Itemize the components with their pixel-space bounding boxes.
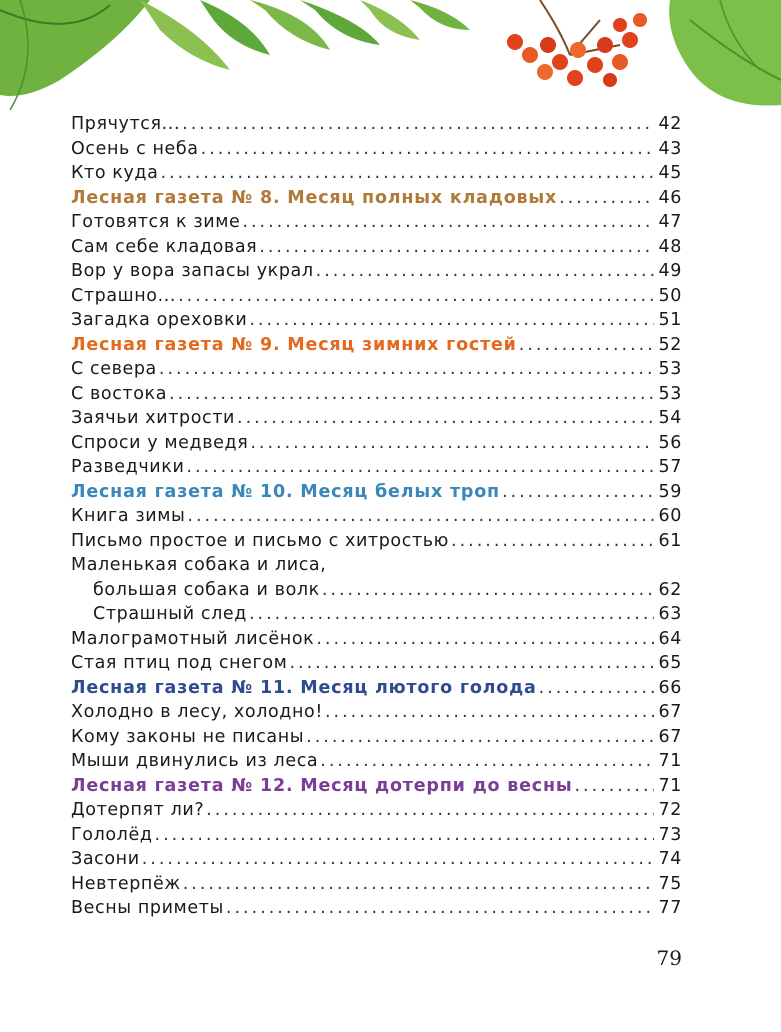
toc-entry-title: Засони (71, 849, 140, 869)
toc-entry-title: Гололёд (71, 824, 153, 845)
toc-entry-row (71, 798, 682, 823)
dot-leader (142, 847, 654, 872)
toc-section-title: Лесная газета № 11. Месяц лютого голода (71, 677, 537, 698)
toc-entry-title: Заячьи хитрости (71, 408, 235, 428)
toc-page-number: 71 (658, 751, 682, 771)
toc-entry-row (71, 284, 682, 309)
toc-page-number: 73 (658, 824, 682, 845)
toc-entry-row (71, 627, 682, 652)
dot-leader (183, 872, 654, 897)
dot-leader (316, 259, 654, 284)
toc-entry-row (71, 896, 682, 921)
leaf-icon (669, 0, 781, 106)
dot-leader (182, 112, 654, 137)
dot-leader (249, 308, 654, 333)
toc-page-number: 72 (658, 800, 682, 820)
toc-entry-row (71, 578, 682, 603)
toc-entry-title: Вор у вора запасы украл (71, 261, 314, 281)
toc-page-number: 56 (658, 432, 682, 453)
toc-page-number: 43 (658, 138, 682, 159)
toc-page-number: 65 (658, 653, 682, 673)
toc-page-number: 54 (658, 408, 682, 428)
toc-section-row (71, 186, 682, 211)
dot-leader (249, 602, 654, 627)
toc-page-number: 42 (658, 114, 682, 134)
toc-page-number: 67 (658, 726, 682, 747)
toc-page-number: 67 (658, 702, 682, 722)
toc-entry-title: С севера (71, 359, 157, 379)
toc-page-number: 53 (658, 359, 682, 379)
toc-entry-row (71, 455, 682, 480)
toc-entry-row (71, 235, 682, 260)
toc-section-title: Лесная газета № 8. Месяц полных кладовых (71, 187, 558, 208)
dot-leader (502, 480, 654, 505)
dot-leader (250, 431, 654, 456)
toc-entry-row (71, 431, 682, 456)
dot-leader (322, 578, 654, 603)
toc-page-number: 49 (658, 261, 682, 281)
toc-entry-row (71, 137, 682, 162)
dot-leader (451, 529, 654, 554)
leaf-icon (140, 0, 470, 70)
dot-leader (559, 186, 654, 211)
dot-leader (160, 161, 654, 186)
toc-entry-title: Невтерпёж (71, 873, 181, 894)
dot-leader (574, 774, 654, 799)
toc-page-number: 74 (658, 849, 682, 869)
toc-page-number: 75 (658, 873, 682, 894)
page-number: 79 (656, 946, 682, 970)
toc-page-number: 60 (658, 506, 682, 526)
dot-leader (316, 627, 654, 652)
dot-leader (519, 333, 654, 358)
dot-leader (178, 284, 654, 309)
toc-entry-title: Книга зимы (71, 506, 186, 526)
dot-leader (306, 725, 654, 750)
foliage-decoration (0, 0, 781, 110)
toc-entry-title: Кто куда (71, 163, 159, 183)
toc-section-row (71, 480, 682, 505)
rowan-berries-icon (507, 0, 647, 87)
toc-entry-title: Малограмотный лисёнок (71, 628, 315, 649)
toc-page-number: 57 (658, 457, 682, 477)
dot-leader (169, 382, 654, 407)
dot-leader (259, 235, 654, 260)
dot-leader (325, 700, 654, 725)
toc-entry-row (71, 847, 682, 872)
toc-page-number: 66 (658, 677, 682, 698)
toc-entry-title: Мыши двинулись из леса (71, 751, 319, 771)
toc-entry-title: С востока (71, 383, 168, 404)
toc-section-title: Лесная газета № 10. Месяц белых троп (71, 481, 500, 502)
toc-page-number: 47 (658, 212, 682, 232)
toc-entry-row (71, 749, 682, 774)
dot-leader (155, 823, 654, 848)
dot-leader (187, 504, 654, 529)
toc-entry-row (71, 504, 682, 529)
toc-entry-title: Сам себе кладовая (71, 236, 258, 257)
dot-leader (159, 357, 654, 382)
toc-entry-row (71, 210, 682, 235)
toc-entry-title: Маленькая собака и лиса, (71, 555, 327, 575)
toc-entry-row (71, 602, 682, 627)
toc-page-number: 61 (658, 530, 682, 551)
toc-entry-title: большая собака и волк (93, 579, 320, 600)
dot-leader (320, 749, 654, 774)
toc-entry-row (71, 823, 682, 848)
toc-entry-title: Осень с неба (71, 138, 199, 159)
toc-page-number: 45 (658, 163, 682, 183)
toc-entry-title: Готовятся к зиме (71, 212, 241, 232)
dot-leader (186, 455, 654, 480)
toc-entry-row (71, 112, 682, 137)
toc-entry-title: Кому законы не писаны (71, 726, 305, 747)
toc-entry-title: Страшный след (93, 604, 247, 624)
toc-page-number: 59 (658, 481, 682, 502)
toc-entry-title: Разведчики (71, 457, 185, 477)
toc-entry-row (71, 725, 682, 750)
toc-entry-title: Спроси у медведя (71, 432, 249, 453)
dot-leader (237, 406, 654, 431)
toc-section-row (71, 676, 682, 701)
toc-entry-title: Загадка ореховки (71, 310, 248, 330)
toc-section-title: Лесная газета № 12. Месяц дотерпи до весны (71, 775, 573, 796)
toc-entry-row (71, 161, 682, 186)
toc-entry-title: Письмо простое и письмо с хитростью (71, 530, 449, 551)
toc-entry-row (71, 651, 682, 676)
toc-entry-title: Прячутся... (71, 114, 181, 134)
toc-entry-title: Весны приметы (71, 898, 224, 918)
toc-page-number: 63 (658, 604, 682, 624)
dot-leader (206, 798, 654, 823)
dot-leader (201, 137, 654, 162)
toc-section-row (71, 333, 682, 358)
toc-page-number: 62 (658, 579, 682, 600)
toc-entry-row (71, 529, 682, 554)
toc-section-row (71, 774, 682, 799)
dot-leader (226, 896, 654, 921)
toc-entry-row (71, 872, 682, 897)
toc-page-number: 71 (658, 775, 682, 796)
toc-entry-row (71, 406, 682, 431)
toc-entry-title: Холодно в лесу, холодно! (71, 702, 323, 722)
dot-leader (242, 210, 654, 235)
toc-entry-row (71, 700, 682, 725)
dot-leader (289, 651, 654, 676)
dot-leader (539, 676, 654, 701)
toc-page-number: 64 (658, 628, 682, 649)
toc-page-number: 51 (658, 310, 682, 330)
toc-entry-row (71, 357, 682, 382)
toc-page-number: 52 (658, 334, 682, 355)
toc-entry-title: Дотерпят ли? (71, 800, 205, 820)
table-of-contents (71, 112, 682, 921)
toc-section-title: Лесная газета № 9. Месяц зимних гостей (71, 334, 517, 355)
toc-entry-row (71, 553, 682, 578)
toc-page-number: 53 (658, 383, 682, 404)
leaf-icon (0, 0, 150, 110)
toc-page-number: 46 (658, 187, 682, 208)
toc-entry-title: Стая птиц под снегом (71, 653, 288, 673)
toc-entry-row (71, 308, 682, 333)
toc-page-number: 50 (658, 285, 682, 306)
toc-page-number: 48 (658, 236, 682, 257)
toc-entry-row (71, 382, 682, 407)
toc-page-number: 77 (658, 898, 682, 918)
toc-entry-row (71, 259, 682, 284)
toc-entry-title: Страшно... (71, 285, 177, 306)
